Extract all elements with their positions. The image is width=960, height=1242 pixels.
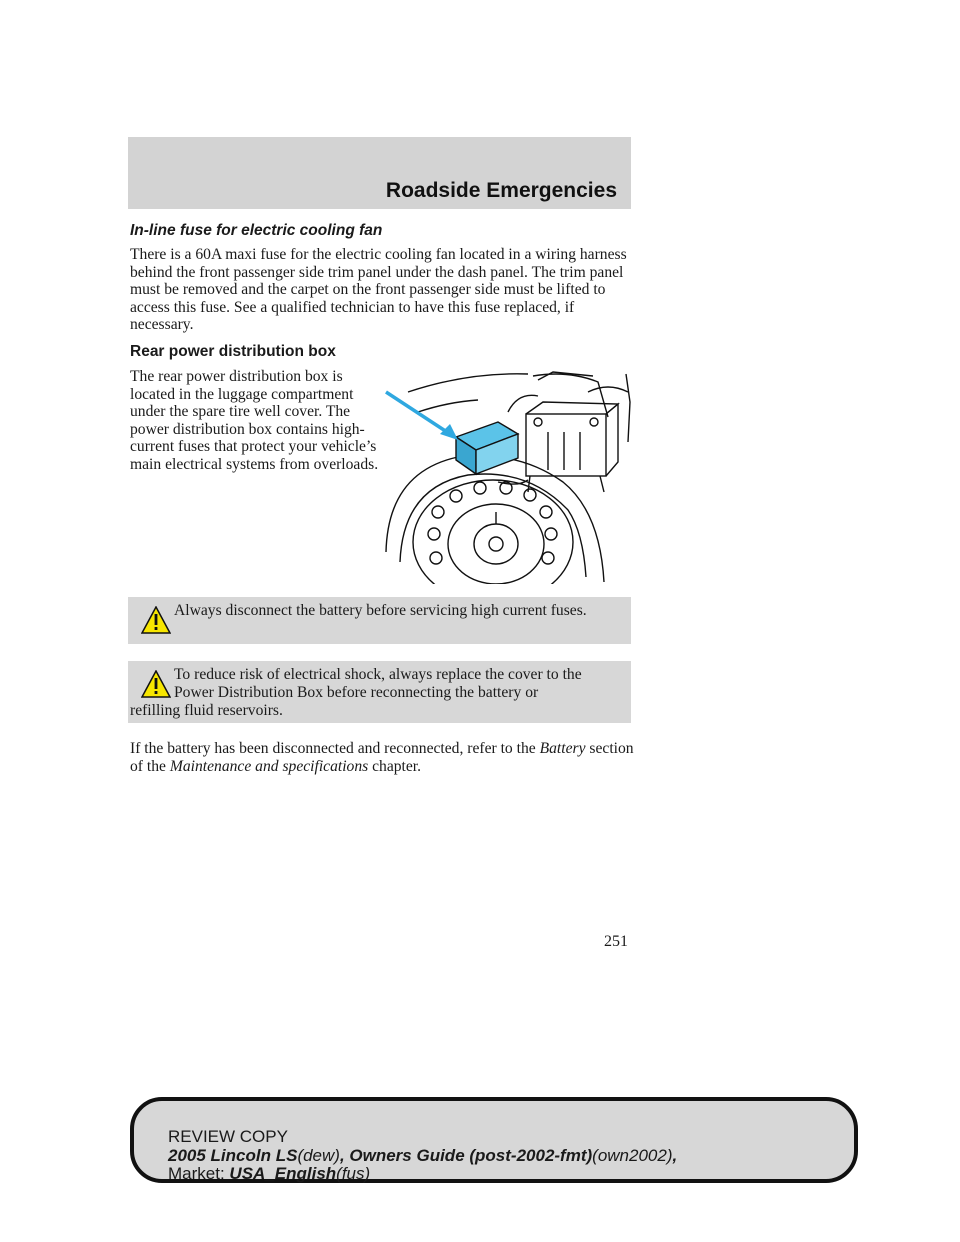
maintenance-chapter-text: Maintenance and specifications xyxy=(169,757,369,775)
section-header-band xyxy=(128,137,631,209)
footer-market: USA_English xyxy=(229,1164,337,1183)
closing-suffix: chapter. xyxy=(372,757,422,775)
page-number: 251 xyxy=(604,933,628,950)
footer-model-line xyxy=(168,1146,677,1166)
warning-box-shock xyxy=(128,661,631,723)
footer-comma: , xyxy=(672,1146,678,1165)
closing-prefix: If the battery has been disconnected and reconnected, refer to the xyxy=(130,740,536,757)
warning-triangle-icon xyxy=(141,606,171,634)
battery-link-text: Battery xyxy=(539,740,586,757)
footer-model-code: (dew) xyxy=(297,1146,340,1165)
closing-mid: section of the xyxy=(130,740,634,775)
rear-power-distribution-box-illustration xyxy=(378,362,634,584)
warning-box-battery xyxy=(128,597,631,644)
footer-market-label: Market: xyxy=(168,1164,225,1183)
warning-text-shock-tail: refilling fluid reservoirs. xyxy=(130,702,283,719)
footer-guide-code: (own2002) xyxy=(592,1146,673,1165)
section-title: Roadside Emergencies xyxy=(385,179,617,202)
footer-model: 2005 Lincoln LS xyxy=(168,1146,298,1165)
heading-inline-fuse: In-line fuse for electric cooling fan xyxy=(130,222,383,239)
warning-triangle-icon xyxy=(141,670,171,698)
footer-guide: , Owners Guide (post-2002-fmt) xyxy=(339,1146,593,1165)
review-copy-label: REVIEW COPY xyxy=(168,1127,288,1146)
footer-market-line xyxy=(168,1165,370,1182)
footer-market-code: (fus) xyxy=(336,1164,371,1183)
paragraph-battery-reference xyxy=(130,740,634,775)
heading-rear-pdb: Rear power distribution box xyxy=(130,343,336,360)
warning-text-battery: Always disconnect the battery before servicing high current fuses. xyxy=(174,602,587,619)
warning-text-shock: To reduce risk of electrical shock, always replace the cover to the Power Distribution Box before reconnecting the battery or xyxy=(174,666,582,701)
paragraph-rear-pdb: The rear power distribution box is located in the luggage compartment under the spare tire well cover. The power distribution box contains high-current fuses that protect your vehicle’s main electrical systems from overloads. xyxy=(130,368,379,473)
review-copy-footer xyxy=(130,1097,858,1183)
paragraph-inline-fuse: There is a 60A maxi fuse for the electric cooling fan located in a wiring harness behind the front passenger side trim panel under the dash panel. The trim panel must be removed and the carpet on the front passenger side must be lifted to access this fuse. See a qualified technician to have this fuse replaced, if necessary. xyxy=(130,246,627,334)
